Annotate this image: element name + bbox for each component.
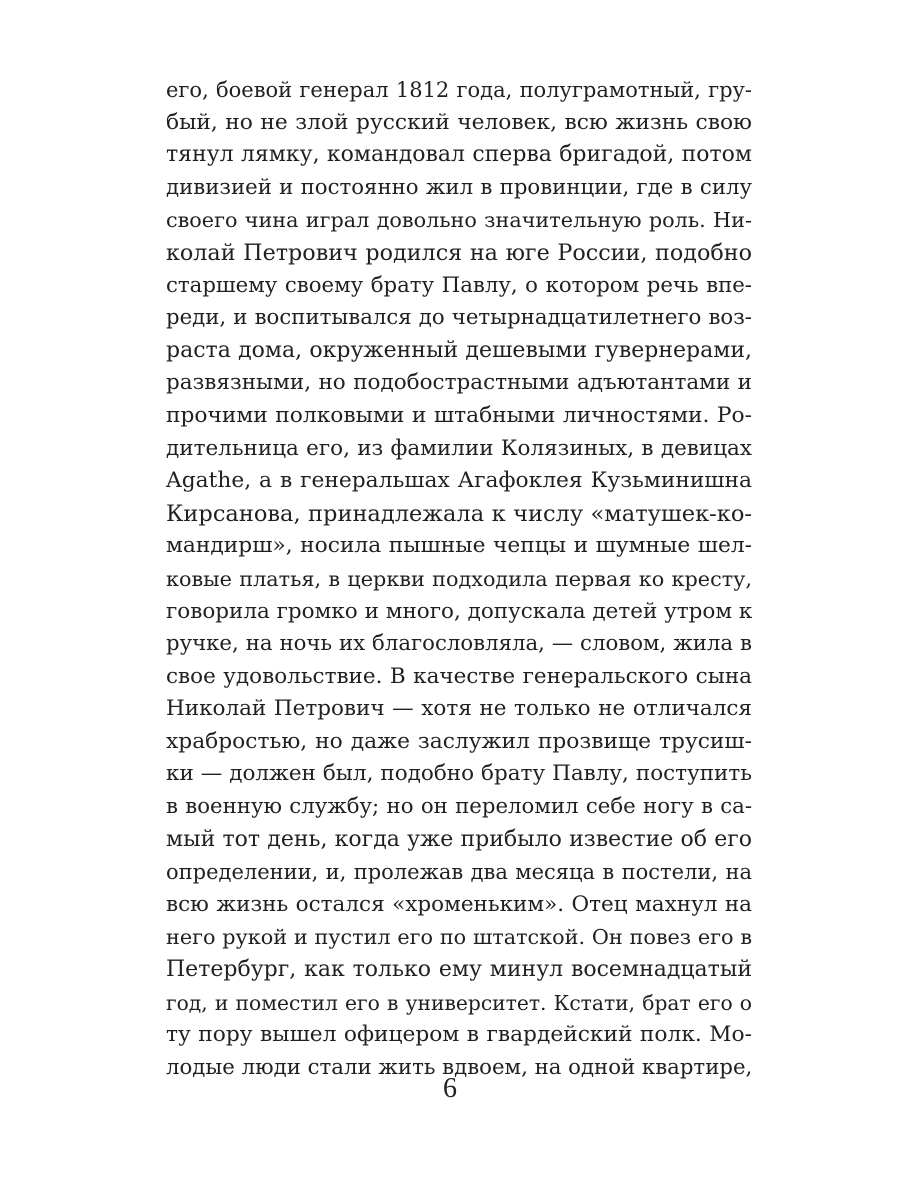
text-line: Петербург, как только ему минул восемнадцатый [166, 957, 752, 983]
text-line: мандирш», носила пышные чепцы и шумные шел- [166, 533, 752, 559]
text-line: всю жизнь остался «хроменьким». Отец махнул на [166, 891, 752, 917]
text-line: ручке, на ночь их благословляла, — словом, жила в [166, 631, 752, 657]
text-line: дивизией и постоянно жил в провинции, где в силу [166, 174, 752, 200]
text-line: своего чина играл довольно значительную роль. Ни- [166, 208, 752, 233]
text-line: Николай Петрович — хотя не только не отличался [166, 696, 752, 722]
text-line: определении, и, пролежав два месяца в постели, на [166, 860, 752, 885]
text-line: ковые платья, в церкви подходила первая ко кресту, [166, 566, 752, 591]
text-line: Agathe, а в генеральшах Агафоклея Кузьминишна [166, 468, 752, 494]
text-line: развязными, но подобострастными адъютантами и [166, 370, 752, 396]
text-line: лодые люди стали жить вдвоем, на одной квартире, [166, 1054, 753, 1080]
text-line: Кирсанова, принадлежала к числу «матушек-ко- [166, 500, 752, 527]
text-line: бый, но не злой русский человек, всю жизнь свою [166, 109, 752, 135]
text-line: говорила громко и много, допускала детей утром к [166, 598, 753, 624]
text-line: колай Петрович родился на юге России, подобно [166, 239, 752, 266]
text-line: старшему своему брату Павлу, о котором речь впе- [166, 272, 752, 298]
text-line: его, боевой генерал 1812 года, полуграмотный, гру- [166, 78, 752, 102]
text-line: храбростью, но даже заслужил прозвище трусиш- [166, 728, 752, 754]
text-line: ту пору вышел офицером в гвардейский полк. Мо- [166, 1022, 752, 1048]
text-line: раста дома, окруженный дешевыми гувернерами, [166, 337, 752, 363]
text-line: него рукой и пустил его по штатской. Он повез его в [166, 925, 752, 950]
text-line: дительница его, из фамилии Колязиных, в девицах [166, 435, 752, 461]
text-line: прочими полковыми и штабными личностями. Ро- [166, 402, 752, 428]
text-line: в военную службу; но он переломил себе ногу в са- [166, 794, 752, 820]
text-line: год, и поместил его в университет. Кстати, брат его о [166, 990, 752, 1015]
text-line: тянул лямку, командовал сперва бригадой, потом [166, 142, 752, 168]
body-text [166, 74, 752, 1084]
page-number: 6 [443, 1073, 457, 1104]
text-line: мый тот день, когда уже прибыло известие об его [166, 826, 752, 852]
text-line: реди, и воспитывался до четырнадцатилетнего воз- [166, 305, 752, 331]
text-line: ки — должен был, подобно брату Павлу, поступить [166, 761, 752, 787]
text-line: свое удовольствие. В качестве генеральского сына [166, 663, 752, 689]
